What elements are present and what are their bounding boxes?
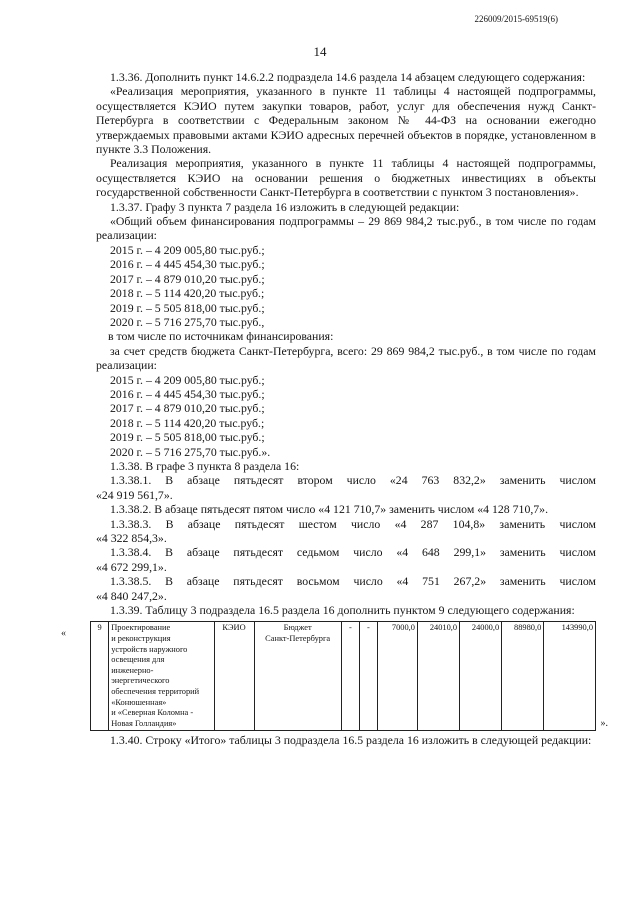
year-item: 2017 г. – 4 879 010,20 тыс.руб.; — [110, 401, 265, 416]
paragraph-1-3-38-1-value: «24 919 561,7». — [96, 487, 173, 502]
year-item: 2020 г. – 5 716 275,70 тыс.руб.». — [110, 444, 271, 459]
document-number: 226009/2015-69519(6) — [474, 14, 558, 24]
document-body — [61, 70, 608, 748]
paragraph-1-3-38-4: 1.3.38.4. В абзаце пятьдесят седьмом число «4 648 299,1» заменить числом — [110, 545, 596, 560]
quote-open: « — [61, 628, 66, 640]
year-item: 2015 г. – 4 209 005,80 тыс.руб.; — [110, 372, 265, 387]
name-line: обеспечения территорий — [111, 687, 200, 696]
year-item: 2020 г. – 5 716 275,70 тыс.руб., — [110, 314, 265, 329]
name-line: «Конюшенная» — [111, 697, 167, 707]
name-line: Проектирование — [111, 623, 171, 633]
paragraph-1-3-38-4-value: «4 672 299,1». — [96, 559, 167, 574]
paragraph-1-3-38-1: 1.3.38.1. В абзаце пятьдесят втором число «24 763 832,2» заменить числом — [110, 473, 596, 488]
year-item: 2018 г. – 5 114 420,20 тыс.руб.; — [110, 415, 265, 430]
row-value-5: 143990,0 — [544, 622, 596, 731]
year-item: 2018 г. – 5 114 420,20 тыс.руб.; — [110, 286, 265, 301]
row-value-4: 88980,0 — [502, 622, 544, 731]
paragraph-1-3-38: 1.3.38. В графе 3 пункта 8 раздела 16: — [110, 458, 300, 473]
years-list-1 — [96, 243, 596, 329]
row-dash-2: - — [359, 622, 377, 731]
row-dash-1: - — [341, 622, 359, 731]
row-source — [254, 622, 341, 731]
paragraph-1-3-38-3-value: «4 322 854,3». — [96, 531, 167, 545]
financing-sources: в том числе по источникам финансирования: — [108, 329, 334, 344]
row-value-3: 24000,0 — [460, 622, 502, 731]
quoted-paragraph-1: «Реализация мероприятия, указанного в пункте 11 таблицы 4 настоящей подпрограммы, осуществляется КЭИО путем закупки товаров, работ, услуг для обеспечения нужд Санкт-Петербурга в соответствии с Федеральным законом № 44-ФЗ на основании ежегодно утверждаемых правовыми актами КЭИО адресных перечней объектов в порядке, установленном в пункте 3.3 Положения. — [96, 84, 596, 157]
quote-close: ». — [600, 717, 608, 729]
year-item: 2015 г. – 4 209 005,80 тыс.руб.; — [110, 242, 265, 257]
table-insert — [61, 621, 608, 731]
row-executor: КЭИО — [214, 622, 254, 731]
program-table — [90, 621, 596, 731]
paragraph-1-3-38-2: 1.3.38.2. В абзаце пятьдесят пятом число «4 121 710,7» заменить числом «4 128 710,7». — [110, 502, 549, 517]
year-item: 2017 г. – 4 879 010,20 тыс.руб.; — [110, 271, 265, 286]
paragraph-1-3-39: 1.3.39. Таблицу 3 подраздела 16.5 раздела 16 дополнить пунктом 9 следующего содержания: — [110, 603, 575, 618]
paragraph-1-3-36: 1.3.36. Дополнить пункт 14.6.2.2 подраздела 14.6 раздела 14 абзацем следующего содержания: — [110, 70, 586, 84]
source-line: Санкт-Петербурга — [265, 634, 331, 644]
paragraph-1-3-38-3: 1.3.38.3. В абзаце пятьдесят шестом число «4 287 104,8» заменить числом — [110, 516, 596, 531]
row-value-1: 7000,0 — [377, 622, 417, 731]
row-name — [109, 622, 214, 731]
source-line: Бюджет — [283, 623, 312, 633]
name-line: устройств наружного — [111, 644, 188, 654]
paragraph-1-3-38-5: 1.3.38.5. В абзаце пятьдесят восьмом число «4 751 267,2» заменить числом — [110, 574, 596, 589]
year-item: 2019 г. – 5 505 818,00 тыс.руб.; — [110, 300, 265, 315]
row-value-2: 24010,0 — [417, 622, 459, 731]
paragraph-1-3-37: 1.3.37. Графу 3 пункта 7 раздела 16 изложить в следующей редакции: — [110, 199, 460, 214]
table-row — [91, 622, 596, 731]
page-number: 14 — [313, 44, 327, 59]
name-line: энергетического — [111, 676, 170, 686]
budget-total: за счет средств бюджета Санкт-Петербурга, всего: 29 869 984,2 тыс.руб., в том числе по годам реализации: — [96, 343, 596, 373]
year-item: 2016 г. – 4 445 454,30 тыс.руб.; — [110, 386, 265, 401]
name-line: инженерно- — [111, 665, 154, 675]
name-line: Новая Голландия» — [111, 718, 177, 728]
quoted-paragraph-2: Реализация мероприятия, указанного в пункте 11 таблицы 4 настоящей подпрограммы, осуществляется КЭИО на основании решения о бюджетных инвестициях в объекты государственной собственности Санкт-Петербурга в соответствии с пунктом 3 постановления». — [96, 156, 596, 200]
paragraph-1-3-40: 1.3.40. Строку «Итого» таблицы 3 подраздела 16.5 раздела 16 изложить в следующей редакции: — [110, 733, 592, 748]
row-number: 9 — [91, 622, 109, 731]
years-list-2 — [96, 373, 596, 459]
name-line: и реконструкция — [111, 634, 171, 644]
year-item: 2019 г. – 5 505 818,00 тыс.руб.; — [110, 430, 265, 445]
name-line: и «Северная Коломна - — [111, 708, 194, 718]
year-item: 2016 г. – 4 445 454,30 тыс.руб.; — [110, 257, 265, 272]
paragraph-1-3-38-5-value: «4 840 247,2». — [96, 588, 167, 603]
financing-total: «Общий объем финансирования подпрограммы – 29 869 984,2 тыс.руб., в том числе по годам реализации: — [96, 214, 596, 243]
name-line: освещения для — [111, 655, 165, 665]
